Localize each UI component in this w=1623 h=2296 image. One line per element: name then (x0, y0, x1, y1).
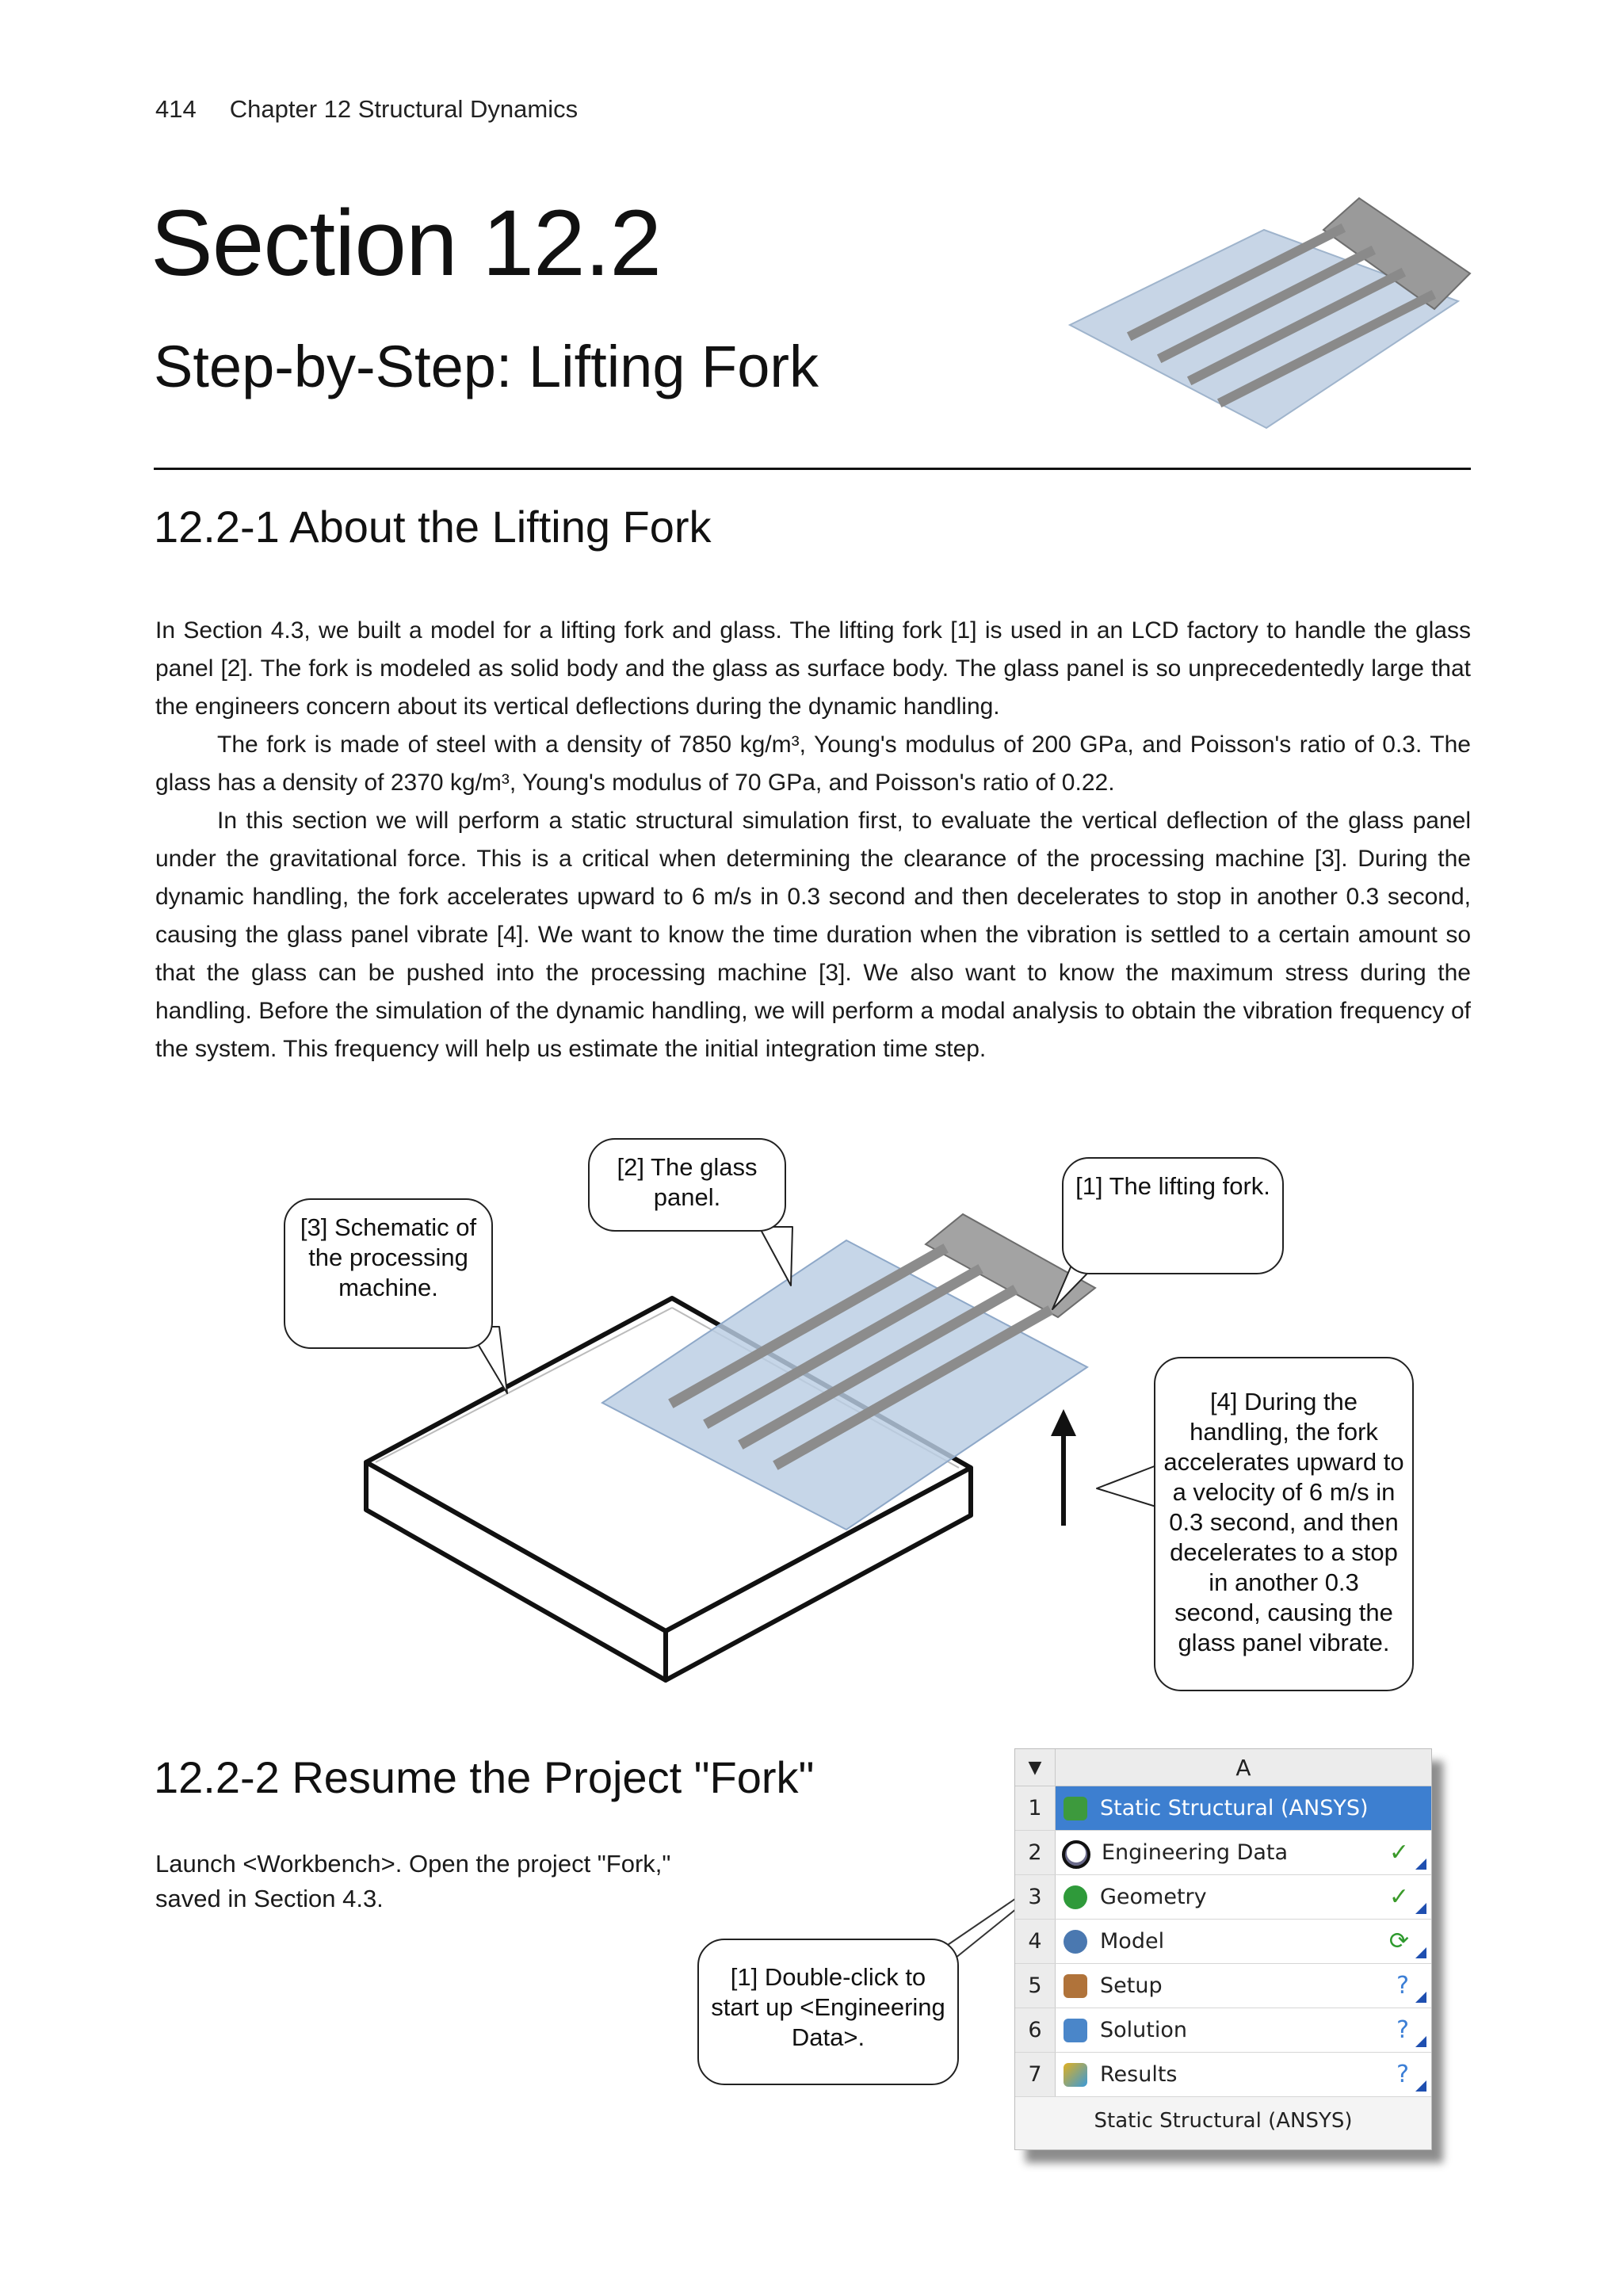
row-label: Setup (1100, 1973, 1163, 1998)
section-number: Section 12.2 (151, 191, 662, 296)
system-row-model[interactable] (1015, 1920, 1431, 1964)
about-paragraph-1: In Section 4.3, we built a model for a lifting fork and glass. The lifting fork [1] is used in an LCD factory to handle the glass panel [2]. The fork is modeled as solid body and the glass as surface body. The glass panel is so unprecedentedly large that the engineers concern about its vertical deflections during the dynamic handling. (155, 617, 1471, 720)
system-row-setup[interactable] (1015, 1964, 1431, 2008)
context-triangle-icon[interactable] (1415, 1859, 1426, 1870)
row-number: 4 (1015, 1920, 1056, 1963)
row-number: 7 (1015, 2053, 1056, 2096)
context-triangle-icon[interactable] (1415, 1903, 1426, 1914)
static-structural-icon (1064, 1797, 1087, 1820)
system-row-solution[interactable] (1015, 2008, 1431, 2053)
setup-icon (1064, 1974, 1087, 1998)
workbench-system-panel (1014, 1748, 1432, 2150)
context-triangle-icon[interactable] (1415, 1947, 1426, 1958)
panel-header (1015, 1749, 1431, 1786)
model-icon (1064, 1930, 1087, 1954)
callout-lifting-fork: [1] The lifting fork. (1062, 1157, 1284, 1274)
page-number: 414 (155, 95, 197, 123)
system-name-footer[interactable]: Static Structural (ANSYS) (1015, 2097, 1431, 2145)
question-icon: ? (1396, 1972, 1409, 2000)
row-number: 3 (1015, 1875, 1056, 1919)
callout-handling-motion: [4] During the handling, the fork accelerates upward to a velocity of 6 m/s in 0.3 second, and then decelerates to a stop in another 0.3 second, causing the glass panel vibrate. (1154, 1357, 1414, 1691)
row-label: Static Structural (ANSYS) (1100, 1796, 1369, 1820)
check-icon: ✓ (1388, 1839, 1409, 1866)
system-row-static-structural[interactable] (1015, 1786, 1431, 1831)
callout-processing-machine: [3] Schematic of the processing machine. (284, 1198, 493, 1349)
context-triangle-icon[interactable] (1415, 1992, 1426, 2003)
chapter-title: Chapter 12 Structural Dynamics (229, 95, 579, 123)
results-icon (1064, 2063, 1087, 2087)
dropdown-triangle-icon[interactable]: ▼ (1015, 1749, 1056, 1786)
question-icon: ? (1396, 2061, 1409, 2088)
row-number: 1 (1015, 1786, 1056, 1830)
system-row-results[interactable] (1015, 2053, 1431, 2097)
column-header-a: A (1235, 1754, 1251, 1781)
check-icon: ✓ (1388, 1883, 1409, 1911)
upward-motion-arrow (1051, 1409, 1076, 1526)
section-title: Step-by-Step: Lifting Fork (154, 334, 819, 399)
refresh-icon: ⟳ (1388, 1927, 1409, 1955)
row-label: Results (1100, 2062, 1178, 2087)
callout-double-click-engineering-data: [1] Double-click to start up <Engineering Data>. (697, 1939, 959, 2085)
resume-instructions: Launch <Workbench>. Open the project "Fork," saved in Section 4.3. (155, 1850, 671, 1912)
solution-icon (1064, 2019, 1087, 2042)
about-paragraph-3: In this section we will perform a static structural simulation first, to evaluate the vertical deflection of the glass panel under the gravitational force. This is a critical when determining the clearance of the processing machine [3]. During the dynamic handling, the fork accelerates upward to 6 m/s in 0.3 second and then decelerates to stop in another 0.3 second, causing the glass panel vibrate [4]. We want to know the time duration when the vibration is settled to a certain amount so that the glass can be pushed into the processing machine [3]. We also want to know the maximum stress during the handling. Before the simulation of the dynamic handling, we will perform a modal analysis to obtain the vibration frequency of the system. This frequency will help us estimate the initial integration time step. (155, 808, 1471, 1062)
subsection-heading-about: 12.2-1 About the Lifting Fork (154, 502, 712, 552)
row-label: Engineering Data (1102, 1840, 1289, 1865)
row-label: Model (1100, 1929, 1165, 1954)
context-triangle-icon[interactable] (1415, 2036, 1426, 2047)
about-paragraph-2: The fork is made of steel with a density of 7850 kg/m³, Young's modulus of 200 GPa, and Poisson's ratio of 0.3. The glass has a density of 2370 kg/m³, Young's modulus of 70 GPa, and Poisson's ratio of 0.22. (155, 732, 1471, 796)
row-number: 6 (1015, 2008, 1056, 2052)
row-label: Geometry (1100, 1885, 1207, 1909)
geometry-dm-icon (1064, 1885, 1087, 1909)
context-triangle-icon[interactable] (1415, 2080, 1426, 2092)
double-click-target-ring (1062, 1840, 1090, 1869)
subsection-heading-resume: 12.2-2 Resume the Project "Fork" (154, 1752, 815, 1802)
row-number: 2 (1015, 1831, 1056, 1874)
question-icon: ? (1396, 2016, 1409, 2044)
system-row-geometry[interactable] (1015, 1875, 1431, 1920)
row-label: Solution (1100, 2018, 1187, 2042)
row-number: 5 (1015, 1964, 1056, 2008)
callout-glass-panel: [2] The glass panel. (588, 1138, 786, 1232)
